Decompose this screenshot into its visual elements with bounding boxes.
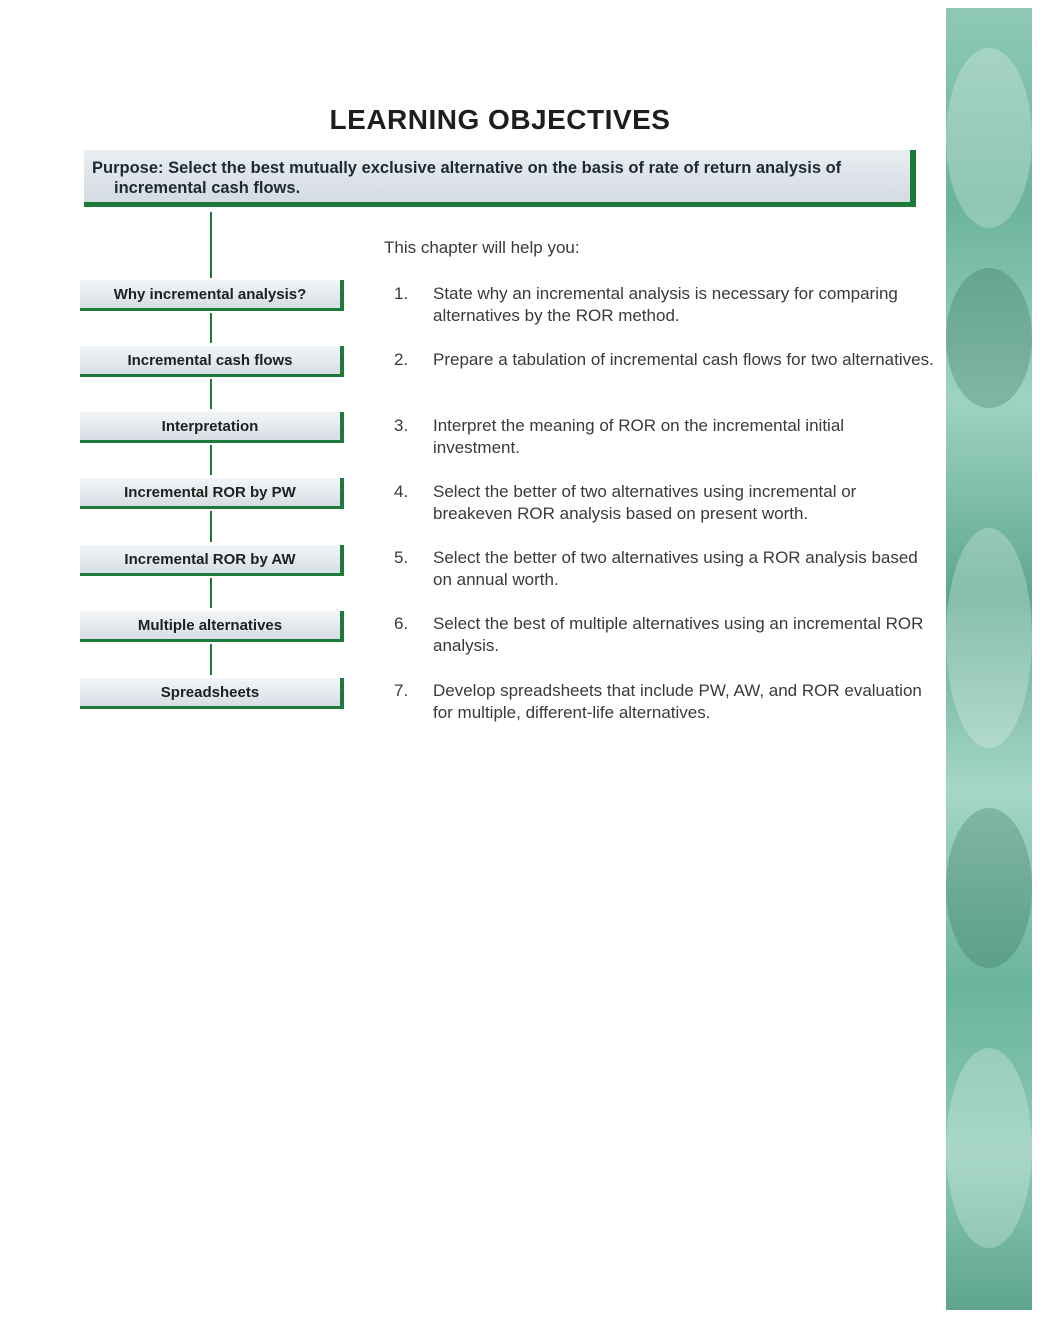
objective-text: Select the better of two alternatives using a ROR analysis based on annual worth. bbox=[433, 548, 918, 589]
topic-box: Incremental ROR by AW bbox=[80, 545, 344, 576]
topic-box: Spreadsheets bbox=[80, 678, 344, 709]
objective-text: Develop spreadsheets that include PW, AW, and ROR evaluation for multiple, different-life alternatives. bbox=[433, 681, 922, 722]
topic-box: Why incremental analysis? bbox=[80, 280, 344, 311]
objective-number: 7. bbox=[394, 681, 409, 700]
objective-text: State why an incremental analysis is necessary for comparing alternatives by the ROR method. bbox=[433, 284, 898, 325]
objective-text: Select the best of multiple alternatives using an incremental ROR analysis. bbox=[433, 614, 924, 655]
objective-number: 3. bbox=[394, 416, 409, 435]
objective-number: 6. bbox=[394, 614, 409, 633]
objective-number: 4. bbox=[394, 482, 409, 501]
topic-box: Interpretation bbox=[80, 412, 344, 443]
purpose-box bbox=[84, 150, 916, 207]
topic-box: Incremental ROR by PW bbox=[80, 478, 344, 509]
decorative-side-image bbox=[946, 8, 1032, 1310]
purpose-text bbox=[92, 158, 898, 198]
objective-number: 5. bbox=[394, 548, 409, 567]
flow-connector bbox=[210, 445, 212, 475]
objective-number: 2. bbox=[394, 350, 409, 369]
flow-connector bbox=[210, 578, 212, 608]
intro-text: This chapter will help you: bbox=[384, 238, 580, 257]
objective-item bbox=[394, 680, 934, 724]
topic-box: Multiple alternatives bbox=[80, 611, 344, 642]
flow-connector bbox=[210, 212, 212, 278]
topic-box: Incremental cash flows bbox=[80, 346, 344, 377]
flow-connector bbox=[210, 644, 212, 675]
objective-text: Select the better of two alternatives using incremental or breakeven ROR analysis based on present worth. bbox=[433, 482, 857, 523]
objective-text: Interpret the meaning of ROR on the incremental initial investment. bbox=[433, 416, 845, 457]
objective-text: Prepare a tabulation of incremental cash flows for two alternatives. bbox=[433, 350, 934, 369]
objective-item bbox=[394, 547, 934, 591]
flow-connector bbox=[210, 379, 212, 409]
objective-item bbox=[394, 613, 934, 657]
objective-item bbox=[394, 415, 934, 459]
purpose-line-1: Purpose: Select the best mutually exclusive alternative on the basis of rate of return analysis of bbox=[92, 159, 842, 177]
objective-item bbox=[394, 283, 934, 327]
flow-connector bbox=[210, 511, 212, 542]
objective-item bbox=[394, 349, 934, 371]
page-title: LEARNING OBJECTIVES bbox=[329, 104, 671, 135]
objective-number: 1. bbox=[394, 284, 409, 303]
objective-item bbox=[394, 481, 934, 525]
purpose-line-2: incremental cash flows. bbox=[114, 179, 301, 197]
flow-connector bbox=[210, 313, 212, 343]
